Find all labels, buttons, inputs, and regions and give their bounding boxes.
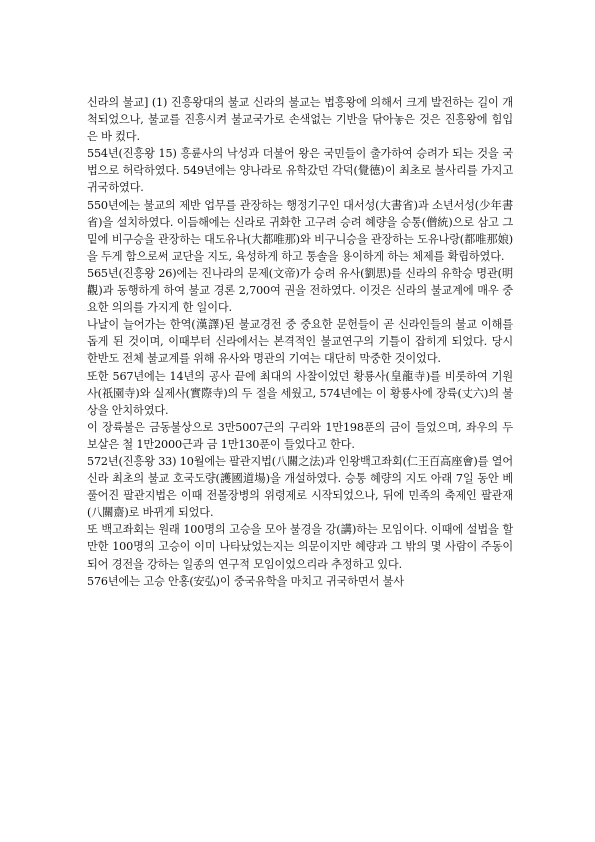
document-body xyxy=(87,94,513,590)
paragraph-567: 또한 567년에는 14년의 공사 끝에 최대의 사찰이었던 황룡사(皇龍寺)를 비롯하여 기원사(祇園寺)와 실제사(實際寺)의 두 절을 세웠고, 574년에는 이 황룡사에 장륙(丈六)의 불상을 안치하였다. xyxy=(87,369,513,417)
paragraph-576: 576년에는 고승 안홍(安弘)이 중국유학을 마치고 귀국하면서 불사 xyxy=(87,574,404,588)
paragraph-565: 565년(진흥왕 26)에는 진나라의 문제(文帝)가 승려 유사(劉思)를 신라의 유학승 명관(明觀)과 동행하게 하여 불교 경론 2,700여 권을 전하였다. 이것은 신라의 불교계에 매우 중요한 의의를 가지게 한 일이다. xyxy=(87,266,513,315)
paragraph-translation: 나날이 늘어가는 한역(漢譯)된 불교경전 중 중요한 문헌들이 곧 신라인들의 불교 이해를 돕게 된 것이며, 이때부터 신라에서는 본격적인 불교연구의 기틀이 잡히게 되었다. 당시 한반도 전체 불교계를 위해 유사와 명관의 기여는 대단히 막중한 것이었다. xyxy=(87,318,513,366)
paragraph-572: 572년(진흥왕 33) 10월에는 팔관지법(八關之法)과 인왕백고좌회(仁王百高座會)를 열어 신라 최초의 불교 호국도량(護國道場)을 개설하였다. 승통 혜량의 지도 아래 7일 동안 베풀어진 팔관지법은 이때 전몰장병의 위령제로 시작되었으나, 뒤에 민족의 축제인 팔관재(八關齋)로 바뀌게 되었다. xyxy=(87,454,513,520)
paragraph-554: 554년(진흥왕 15) 흥륜사의 낙성과 더불어 왕은 국민들이 출가하여 승려가 되는 것을 국법으로 허락하였다. 549년에는 양나라로 유학갔던 각덕(覺德)이 최초로 불사리를 가지고 귀국하였다. xyxy=(87,147,513,195)
paragraph-550: 550년에는 불교의 제반 업무를 관장하는 행정기구인 대서성(大書省)과 소년서성(少年書省)을 설치하였다. 이듬해에는 신라로 귀화한 고구려 승려 혜량을 승통(僧統)으로 삼고 그 밑에 비구승을 관장하는 대도유나(大都唯那)와 비구니승을 관장하는 도유나랑(都唯那娘)을 두게 함으로써 교단을 지도, 육성하게 하고 통솔을 용이하게 하는 체제를 확립하였다. xyxy=(87,198,513,263)
paragraph-intro: 신라의 불교] (1) 진흥왕대의 불교 신라의 불교는 법흥왕에 의해서 크게 발전하는 길이 개척되었으나, 불교를 진흥시켜 불교국가로 손색없는 기반을 닦아놓은 것은 진흥왕에 힘입은 바 컸다. xyxy=(87,96,513,144)
paragraph-baekgojwa: 또 백고좌회는 원래 100명의 고승을 모아 불경을 강(講)하는 모임이다. 이때에 설법을 할 만한 100명의 고승이 이미 나타났었는지는 의문이지만 혜량과 그 밖의 몇 사람이 주동이 되어 경전을 강하는 일종의 연구적 모임이었으리라 추정하고 있다. xyxy=(87,523,513,571)
paragraph-statue: 이 장륙불은 금동불상으로 3만5007근의 구리와 1만198푼의 금이 들었으며, 좌우의 두 보살은 철 1만2000근과 금 1만130푼이 들었다고 한다. xyxy=(87,420,513,451)
